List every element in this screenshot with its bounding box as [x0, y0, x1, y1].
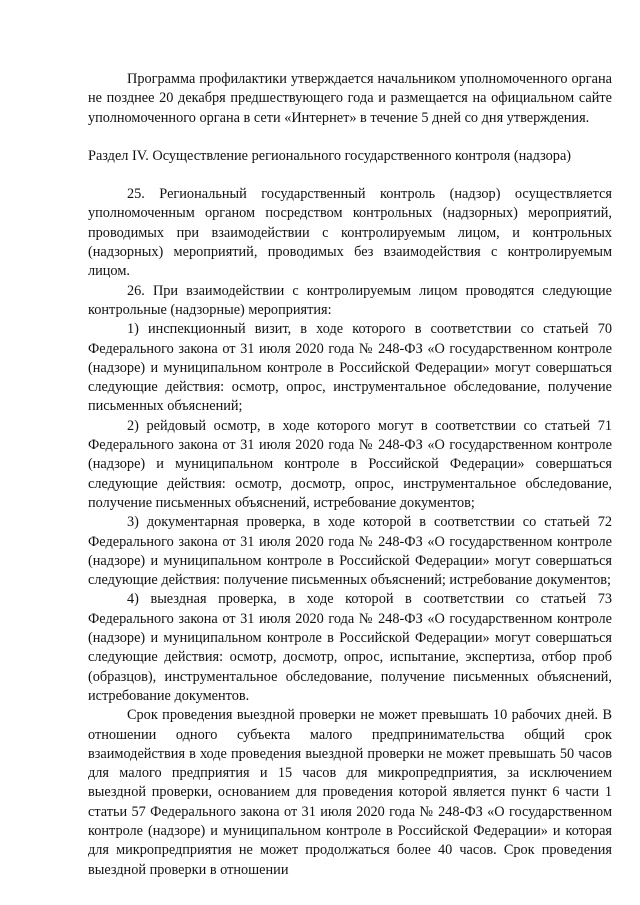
document-page [88, 70, 612, 880]
paragraph-26: 26. При взаимодействии с контролируемым лицом проводятся следующие контрольные (надзорные) мероприятия: [88, 282, 612, 318]
list-item-2: 2) рейдовый осмотр, в ходе которого могут в соответствии со статьей 71 Федерального закона от 31 июля 2020 года № 248-ФЗ «О государственном контроле (надзоре) и муниципальном контроле в Российской Федерации» совершаться следующие действия: осмотр, досмотр, опрос, инструментальное обследование, получение письменных объяснений, истребование документов; [88, 417, 612, 511]
intro-paragraph: Программа профилактики утверждается начальником уполномоченного органа не позднее 20 декабря предшествующего года и размещается на официальном сайте уполномоченного органа в сети «Интернет» в течение 5 дней со дня утверждения. [88, 71, 612, 126]
section-heading: Раздел IV. Осуществление регионального государственного контроля (надзора) [88, 147, 572, 164]
term-paragraph: Срок проведения выездной проверки не может превышать 10 рабочих дней. В отношении одного субъекта малого предпринимательства общий срок взаимодействия в ходе проведения выездной проверки не может превышать 50 часов для малого предприятия и 15 часов для микропредприятия, за исключением выездной проверки, основанием для проведения которой является пункт 6 части 1 статьи 57 Федерального закона от 31 июля 2020 года № 248-ФЗ «О государственном контроле (надзоре) и муниципальном контроле в Российской Федерации» и которая для микропредприятия не может продолжаться более 40 часов. Срок проведения выездной проверки в отношении [88, 707, 612, 878]
paragraph-25: 25. Региональный государственный контроль (надзор) осуществляется уполномоченным органом посредством контрольных (надзорных) мероприятий, проводимых при взаимодействии с контролируемым лицом, и контрольных (надзорных) мероприятий, проводимых без взаимодействия с контролируемым лицом. [88, 186, 612, 280]
list-item-1: 1) инспекционный визит, в ходе которого в соответствии со статьей 70 Федерального закона от 31 июля 2020 года № 248-ФЗ «О государственном контроле (надзоре) и муниципальном контроле в Российской Федерации» могут совершаться следующие действия: осмотр, опрос, инструментальное обследование, получение письменных объяснений; [88, 321, 612, 415]
list-item-4: 4) выездная проверка, в ходе которой в соответствии со статьей 73 Федерального закона от 31 июля 2020 года № 248-ФЗ «О государственном контроле (надзоре) и муниципальном контроле в Российской Федерации» могут совершаться следующие действия: осмотр, досмотр, опрос, испытание, экспертиза, отбор проб (образцов), инструментальное обследование, получение письменных объяснений, истребование документов. [88, 591, 612, 704]
list-item-3: 3) документарная проверка, в ходе которой в соответствии со статьей 72 Федерального закона от 31 июля 2020 года № 248-ФЗ «О государственном контроле (надзоре) и муниципальном контроле в Российской Федерации» могут совершаться следующие действия: получение письменных объяснений; истребование документов; [88, 514, 612, 589]
